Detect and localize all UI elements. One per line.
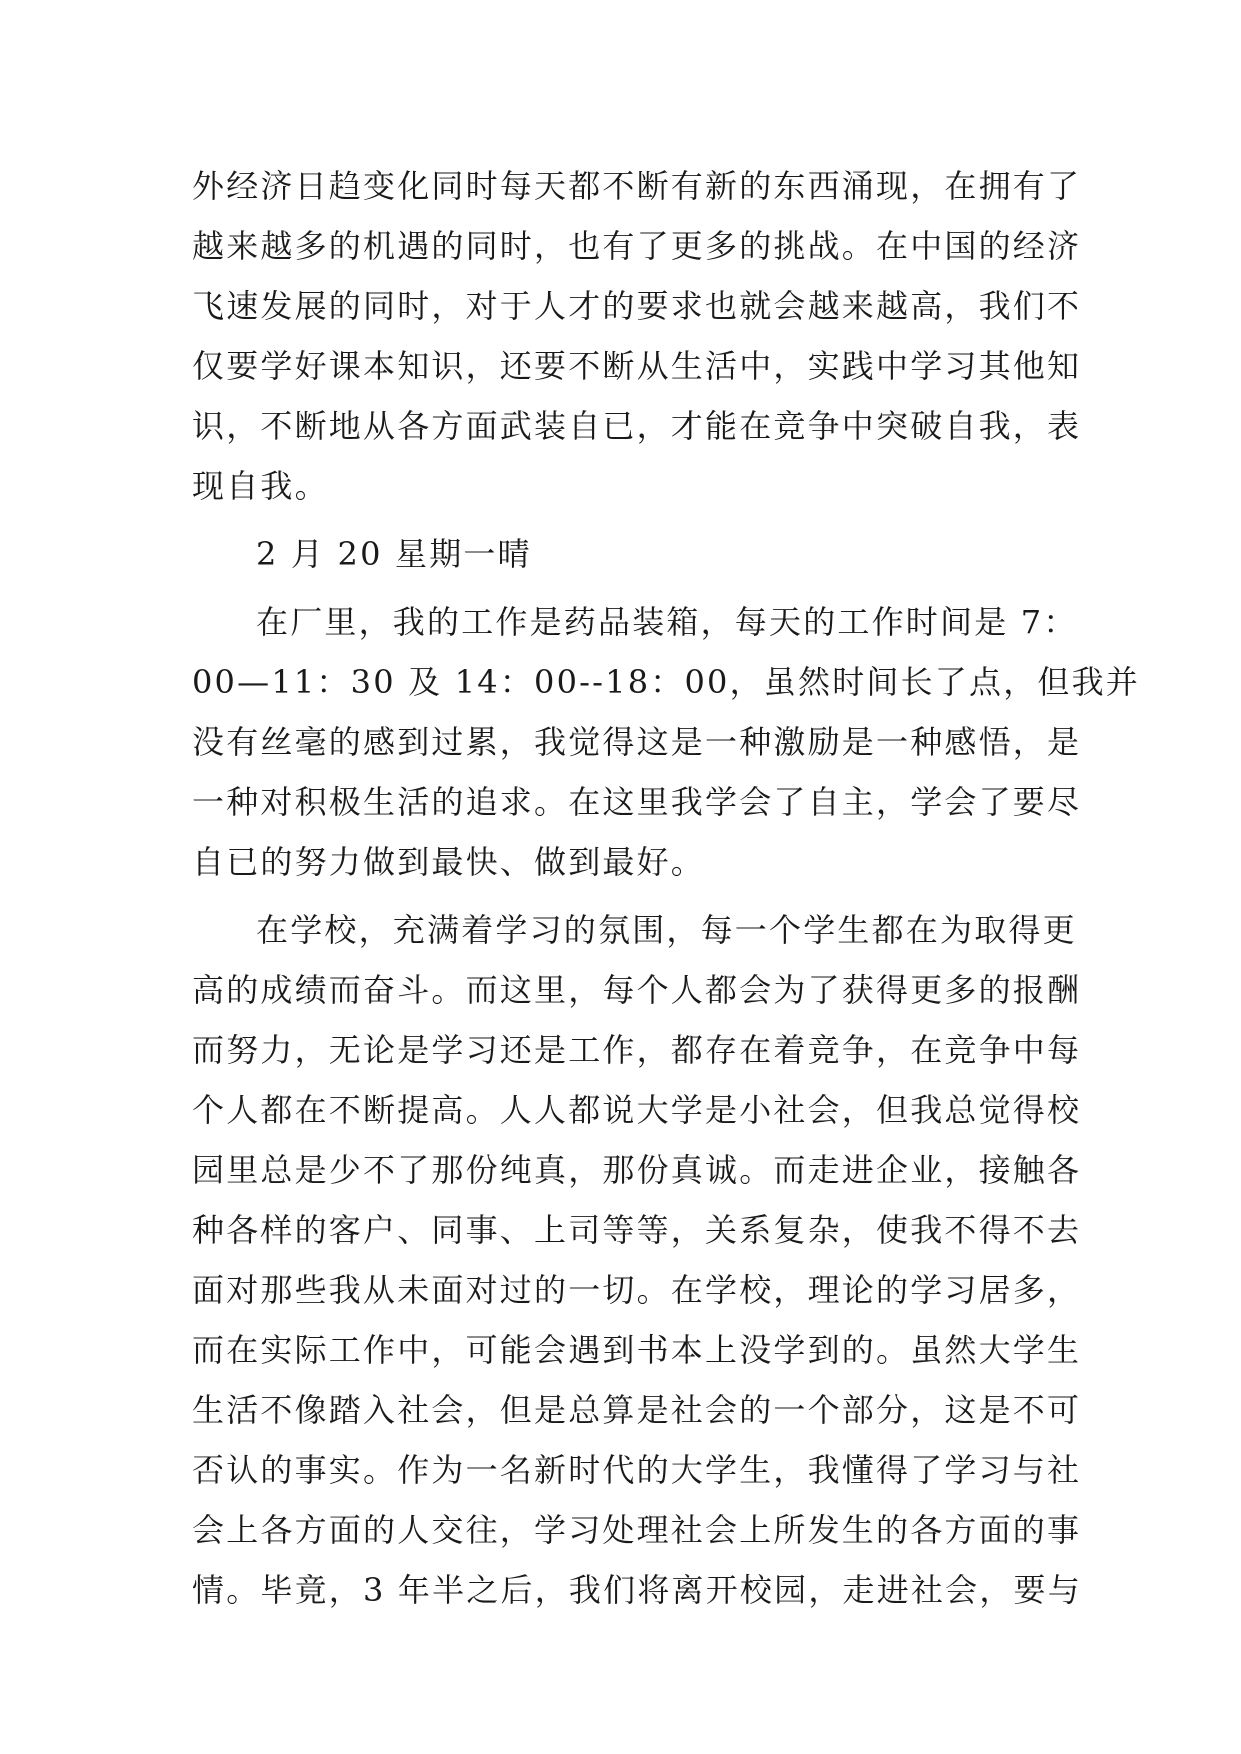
text-line: 否认的事实。作为一名新时代的大学生，我懂得了学习与社 — [192, 1451, 1082, 1489]
date-heading — [192, 524, 1052, 584]
text-line: 情。毕竟，3 年半之后，我们将离开校园，走进社会，要与 — [192, 1571, 1082, 1609]
text-line: 园里总是少不了那份纯真，那份真诚。而走进企业，接触各 — [192, 1151, 1082, 1189]
text-line: 仅要学好课本知识，还要不断从生活中，实践中学习其他知 — [192, 347, 1082, 385]
text-line: 外经济日趋变化同时每天都不断有新的东西涌现，在拥有了 — [192, 167, 1082, 205]
text-line: 在学校，充满着学习的氛围，每一个学生都在为取得更 — [256, 911, 1077, 949]
paragraph — [192, 592, 1141, 892]
text-line: 越来越多的机遇的同时，也有了更多的挑战。在中国的经济 — [192, 227, 1082, 265]
text-line: 种各样的客户、同事、上司等等，关系复杂，使我不得不去 — [192, 1211, 1082, 1249]
date-line: 2 月 20 星期一晴 — [256, 535, 532, 573]
text-line: 而努力，无论是学习还是工作，都存在着竞争，在竞争中每 — [192, 1031, 1082, 1069]
text-line: 面对那些我从未面对过的一切。在学校，理论的学习居多， — [192, 1271, 1082, 1309]
text-line: 会上各方面的人交往，学习处理社会上所发生的各方面的事 — [192, 1511, 1082, 1549]
text-line: 在厂里，我的工作是药品装箱，每天的工作时间是 7： — [256, 603, 1078, 641]
text-line: 一种对积极生活的追求。在这里我学会了自主，学会了要尽 — [192, 783, 1082, 821]
text-line: 现自我。 — [192, 467, 329, 505]
text-line: 没有丝毫的感到过累，我觉得这是一种激励是一种感悟，是 — [192, 723, 1082, 761]
paragraph — [192, 900, 1082, 1620]
paragraph — [192, 156, 1082, 516]
text-line: 00—11：30 及 14：00--18：00，虽然时间长了点，但我并 — [192, 663, 1141, 701]
body-text — [192, 156, 1141, 1620]
text-line: 飞速发展的同时，对于人才的要求也就会越来越高，我们不 — [192, 287, 1082, 325]
text-line: 自已的努力做到最快、做到最好。 — [192, 843, 706, 881]
text-line: 生活不像踏入社会，但是总算是社会的一个部分，这是不可 — [192, 1391, 1082, 1429]
text-line: 高的成绩而奋斗。而这里，每个人都会为了获得更多的报酬 — [192, 971, 1082, 1009]
text-line: 个人都在不断提高。人人都说大学是小社会，但我总觉得校 — [192, 1091, 1082, 1129]
text-line: 识，不断地从各方面武装自已，才能在竞争中突破自我，表 — [192, 407, 1082, 445]
text-line: 而在实际工作中，可能会遇到书本上没学到的。虽然大学生 — [192, 1331, 1082, 1369]
